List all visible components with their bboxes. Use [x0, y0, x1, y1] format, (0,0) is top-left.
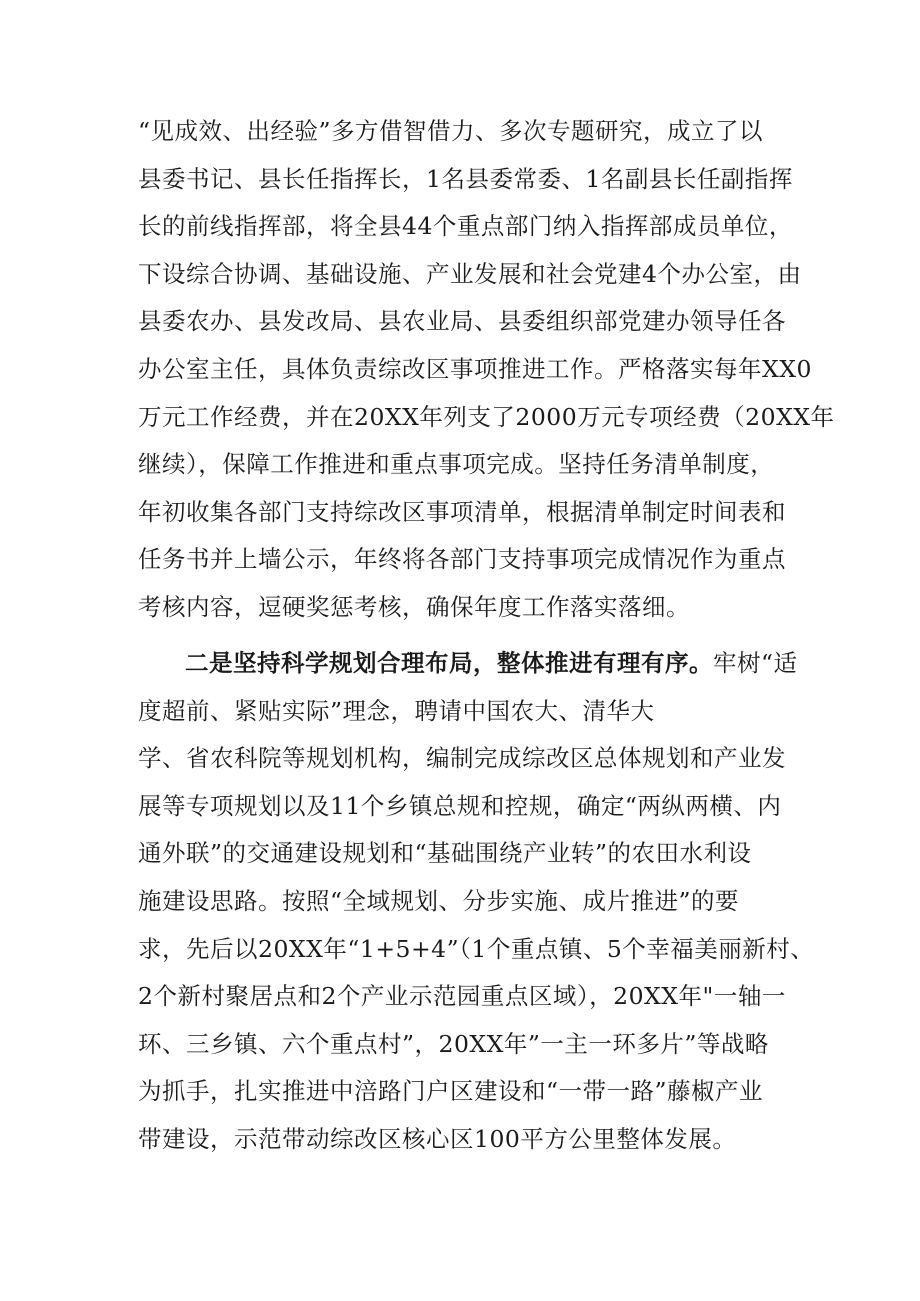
paragraph-2-heading-rest: 牢树“适: [713, 649, 798, 677]
paragraph-1-line: 任务书并上墙公示，年终将各部门支持事项完成情况作为重点: [138, 545, 786, 574]
paragraph-2-line: 为抓手，扎实推进中涪路门户区建设和“一带一路”藤椒产业: [138, 1077, 764, 1106]
paragraph-1-line: 下设综合协调、基础设施、产业发展和社会党建4个办公室，由: [138, 259, 802, 288]
paragraph-1: [138, 108, 835, 632]
paragraph-2-line: 环、三乡镇、六个重点村”，20XX年”一主一环多片”等战略: [138, 1029, 769, 1058]
paragraph-2-line: 2个新村聚居点和2个产业示范园重点区域），20XX年"一轴一: [138, 982, 786, 1011]
paragraph-2-line: 度超前、紧贴实际”理念，聘请中国农大、清华大: [138, 696, 655, 725]
paragraph-2-line: 展等专项规划以及11个乡镇总规和控规，确定“两纵两横、内: [138, 791, 782, 820]
paragraph-1-line: 县委书记、县长任指挥长，1名县委常委、1名副县长任副指挥: [138, 164, 793, 193]
paragraph-2-line: 施建设思路。按照“全域规划、分步实施、成片推进”的要: [138, 886, 740, 915]
paragraph-1-line: 年初收集各部门支持综改区事项清单，根据清单制定时间表和: [138, 497, 786, 526]
paragraph-2-line: 学、省农科院等规划机构，编制完成综改区总体规划和产业发: [138, 744, 786, 773]
paragraph-2-first-line: [138, 640, 798, 688]
paragraph-1-line: 长的前线指挥部，将全县44个重点部门纳入指挥部成员单位，: [138, 212, 793, 241]
paragraph-2-line: 求，先后以20XX年“1+5+4”（1个重点镇、5个幸福美丽新村、: [138, 934, 815, 963]
paragraph-1-line: 县委农办、县发改局、县农业局、县委组织部党建办领导任各: [138, 307, 786, 336]
paragraph-1-line: 继续），保障工作推进和重点事项完成。坚持任务清单制度，: [138, 450, 775, 479]
paragraph-1-line: 办公室主任，具体负责综改区事项推进工作。严格落实每年XX0: [138, 354, 812, 383]
paragraph-2-line: 带建设，示范带动综改区核心区100平方公里整体发展。: [138, 1124, 737, 1153]
paragraph-1-line: 万元工作经费，并在20XX年列支了2000万元专项经费（20XX年: [138, 402, 835, 431]
paragraph-1-line: “见成效、出经验”多方借智借力、多次专题研究，成立了以: [138, 117, 764, 145]
paragraph-2: [138, 640, 815, 1164]
paragraph-2-line: 通外联”的交通建设规划和“基础围绕产业转”的农田水利设: [138, 839, 752, 868]
paragraph-1-line: 考核内容，逗硬奖惩考核，确保年度工作落实落细。: [138, 592, 690, 621]
paragraph-2-heading: 二是坚持科学规划合理布局，整体推进有理有序。: [185, 649, 713, 677]
